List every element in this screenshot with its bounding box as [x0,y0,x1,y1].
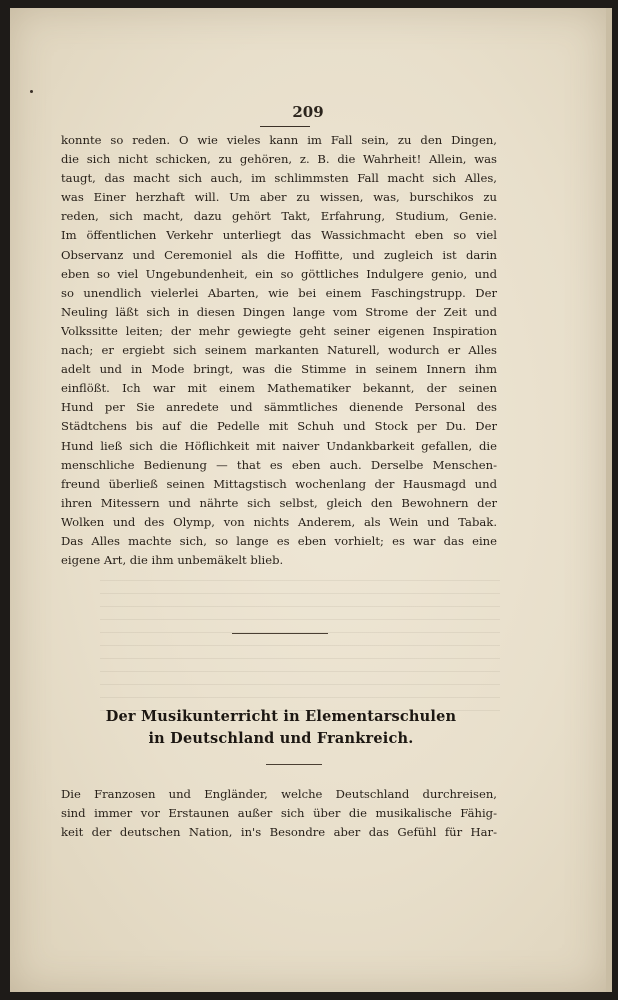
text-line: menschliche Bedienung — that es eben auch. Derselbe Menschen- [61,457,497,472]
text-line: die sich nicht schicken, zu gehören, z. B. die Wahrheit! Allein, was [61,152,497,167]
section-heading-line-1: Der Musikunterricht in Elementarschulen [105,708,457,725]
text-line: so unendlich vielerlei Abarten, wie bei einem Faschingstrupp. Der [61,285,497,300]
text-line: Das Alles machte sich, so lange es eben vorhielt; es war das eine [61,533,497,548]
text-line: Wolken und des Olymp, von nichts Anderem, als Wein und Tabak. [61,514,497,529]
text-line: ihren Mitessern und nährte sich selbst, gleich den Bewohnern der [61,495,497,510]
text-line: adelt und in Mode bringt, was die Stimme in seinem Innern ihm [61,362,497,377]
text-line: Die Franzosen und Engländer, welche Deutschland durchreisen, [61,787,497,801]
text-line: Städtchens bis auf die Pedelle mit Schuh und Stock per Du. Der [61,419,497,434]
page-number-underline [260,126,310,127]
section-divider [232,633,328,634]
text-line: Volkssitte leiten; der mehr gewiegte geht seiner eigenen Inspiration [61,323,497,338]
text-line: Hund ließ sich die Höflichkeit mit naiver Undankbarkeit gefallen, die [61,438,497,453]
heading-underline [266,764,322,765]
text-line: Neuling läßt sich in diesen Dingen lange vom Strome der Zeit und [61,304,497,319]
text-line: freund überließ seinen Mittagstisch wochenlang der Hausmagd und [61,476,497,491]
text-line: konnte so reden. O wie vieles kann im Fall sein, zu den Dingen, [61,133,497,147]
bleed-through-texture [100,568,500,718]
section-heading-line-2: in Deutschland und Frankreich. [148,730,414,747]
text-line: Hund per Sie anredete und sämmtliches dienende Personal des [61,400,497,415]
text-line: taugt, das macht sich auch, im schlimmsten Fall macht sich Alles, [61,171,497,186]
text-line: eben so viel Ungebundenheit, ein so göttliches Indulgere genio, und [61,266,497,281]
paragraph-2 [61,785,497,842]
text-line: keit der deutschen Nation, in's Besondre aber das Gefühl für Har- [61,825,497,840]
paper-speck [30,90,33,93]
text-line: einflößt. Ich war mit einem Mathematiker bekannt, der seinen [61,381,497,396]
text-line: Im öffentlichen Verkehr unterliegt das Wassichmacht eben so viel [61,228,497,243]
book-page [10,8,612,992]
text-line: eigene Art, die ihm unbemäkelt blieb. [61,553,284,568]
text-line: nach; er ergiebt sich seinem markanten Naturell, wodurch er Alles [61,343,497,358]
text-line: Observanz und Ceremoniel als die Hoffitte, und zugleich ist darin [61,247,497,262]
page-number: 209 [292,103,324,121]
text-line: reden, sich macht, dazu gehört Takt, Erfahrung, Studium, Genie. [61,209,497,224]
paragraph-1 [61,131,497,570]
text-line: was Einer herzhaft will. Um aber zu wissen, was, burschikos zu [61,190,497,205]
text-line: sind immer vor Erstaunen außer sich über die musikalische Fähig- [61,806,497,821]
